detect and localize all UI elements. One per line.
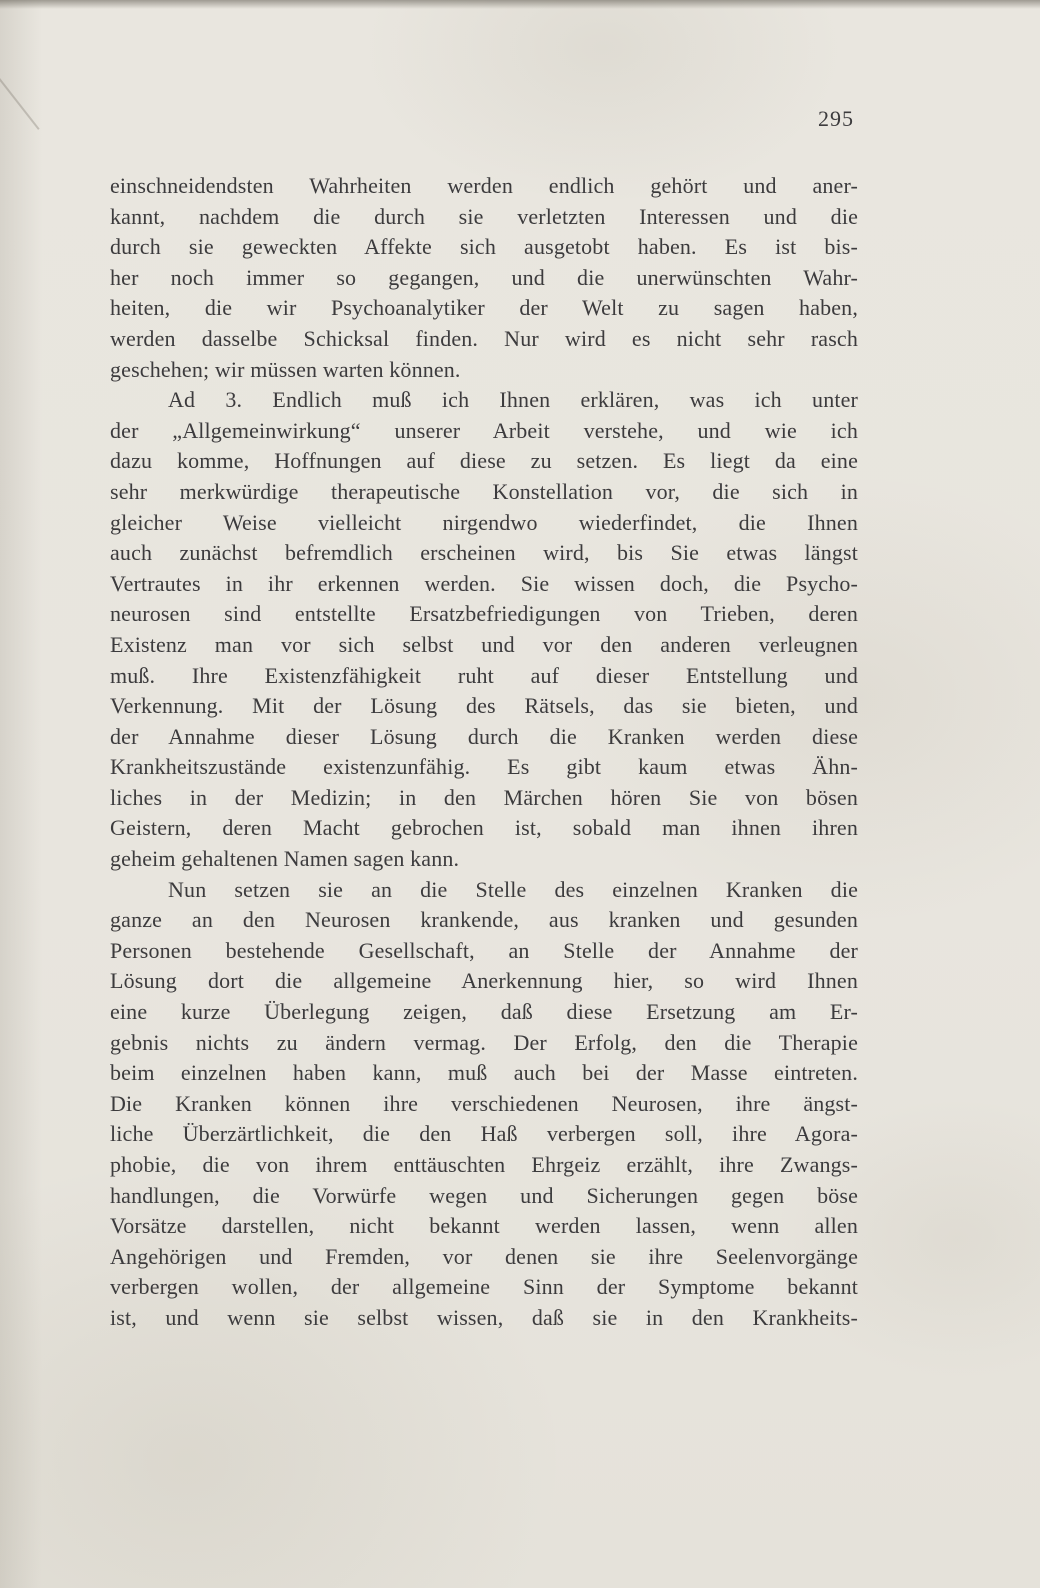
text-line: phobie, die von ihrem enttäuschten Ehrgeiz erzählt, ihre Zwangs- — [110, 1152, 858, 1177]
text-line: Personen bestehende Gesellschaft, an Stelle der Annahme der — [110, 937, 858, 963]
text-line: Nun setzen sie an die Stelle des einzelnen Kranken die — [168, 876, 858, 902]
text-line: her noch immer so gegangen, und die unerwünschten Wahr- — [110, 264, 858, 290]
text-line: Geistern, deren Macht gebrochen ist, sobald man ihnen ihren — [110, 815, 858, 841]
text-line: handlungen, die Vorwürfe wegen und Sicherungen gegen böse — [110, 1182, 858, 1208]
text-line: Verkennung. Mit der Lösung des Rätsels, das sie bieten, und — [110, 693, 858, 719]
text-line: Krankheitszustände existenzunfähig. Es gibt kaum etwas Ähn- — [110, 754, 858, 780]
text-line: kannt, nachdem die durch sie verletzten Interessen und die — [110, 203, 858, 229]
text-line: ist, und wenn sie selbst wissen, daß sie in den Krankheits- — [110, 1304, 858, 1330]
page-top-edge-shadow — [0, 0, 1040, 9]
text-line: Angehörigen und Fremden, vor denen sie ihre Seelenvorgänge — [110, 1243, 858, 1269]
text-line: gleicher Weise vielleicht nirgendwo wiederfindet, die Ihnen — [110, 509, 858, 535]
text-line: Vorsätze darstellen, nicht bekannt werden lassen, wenn allen — [110, 1213, 858, 1239]
text-line: liche Überzärtlichkeit, die den Haß verbergen soll, ihre Agora- — [110, 1121, 858, 1147]
text-line: gebnis nichts zu ändern vermag. Der Erfolg, den die Therapie — [110, 1029, 858, 1055]
text-line: einschneidendsten Wahrheiten werden endlich gehört und aner- — [110, 173, 858, 198]
text-line: dazu komme, Hoffnungen auf diese zu setzen. Es liegt da eine — [110, 448, 858, 474]
text-line: Ad 3. Endlich muß ich Ihnen erklären, was ich unter — [168, 387, 858, 413]
text-line: geschehen; wir müssen warten können. — [110, 356, 461, 382]
text-line: heiten, die wir Psychoanalytiker der Welt zu sagen haben, — [110, 295, 858, 321]
text-line: Lösung dort die allgemeine Anerkennung hier, so wird Ihnen — [110, 968, 858, 994]
text-line: Die Kranken können ihre verschiedenen Neurosen, ihre ängst- — [110, 1090, 858, 1116]
page-number: 295 — [818, 106, 854, 131]
text-line: ganze an den Neurosen krankende, aus kranken und gesunden — [110, 907, 858, 933]
text-line: werden dasselbe Schicksal finden. Nur wird es nicht sehr rasch — [110, 325, 858, 351]
text-line: auch zunächst befremdlich erscheinen wird, bis Sie etwas längst — [110, 540, 858, 566]
text-line: muß. Ihre Existenzfähigkeit ruht auf dieser Entstellung und — [110, 662, 858, 688]
text-line: eine kurze Überlegung zeigen, daß diese Ersetzung am Er- — [110, 999, 858, 1025]
text-line: neurosen sind entstellte Ersatzbefriedigungen von Trieben, deren — [110, 601, 858, 627]
text-block — [110, 171, 858, 1334]
text-line: liches in der Medizin; in den Märchen hören Sie von bösen — [110, 784, 858, 810]
text-line: der Annahme dieser Lösung durch die Kranken werden diese — [110, 723, 858, 749]
corner-fold-crease — [0, 0, 133, 130]
text-line: durch sie geweckten Affekte sich ausgetobt haben. Es ist bis- — [110, 234, 858, 260]
text-line: geheim gehaltenen Namen sagen kann. — [110, 846, 460, 872]
text-line: Vertrautes in ihr erkennen werden. Sie wissen doch, die Psycho- — [110, 570, 858, 596]
text-line: Existenz man vor sich selbst und vor den anderen verleugnen — [110, 631, 858, 657]
text-line: beim einzelnen haben kann, muß auch bei der Masse eintreten. — [110, 1060, 858, 1086]
text-line: verbergen wollen, der allgemeine Sinn der Symptome bekannt — [110, 1274, 858, 1300]
text-line: der „Allgemeinwirkung“ unserer Arbeit verstehe, und wie ich — [110, 417, 858, 443]
text-line: sehr merkwürdige therapeutische Konstellation vor, die sich in — [110, 478, 858, 504]
